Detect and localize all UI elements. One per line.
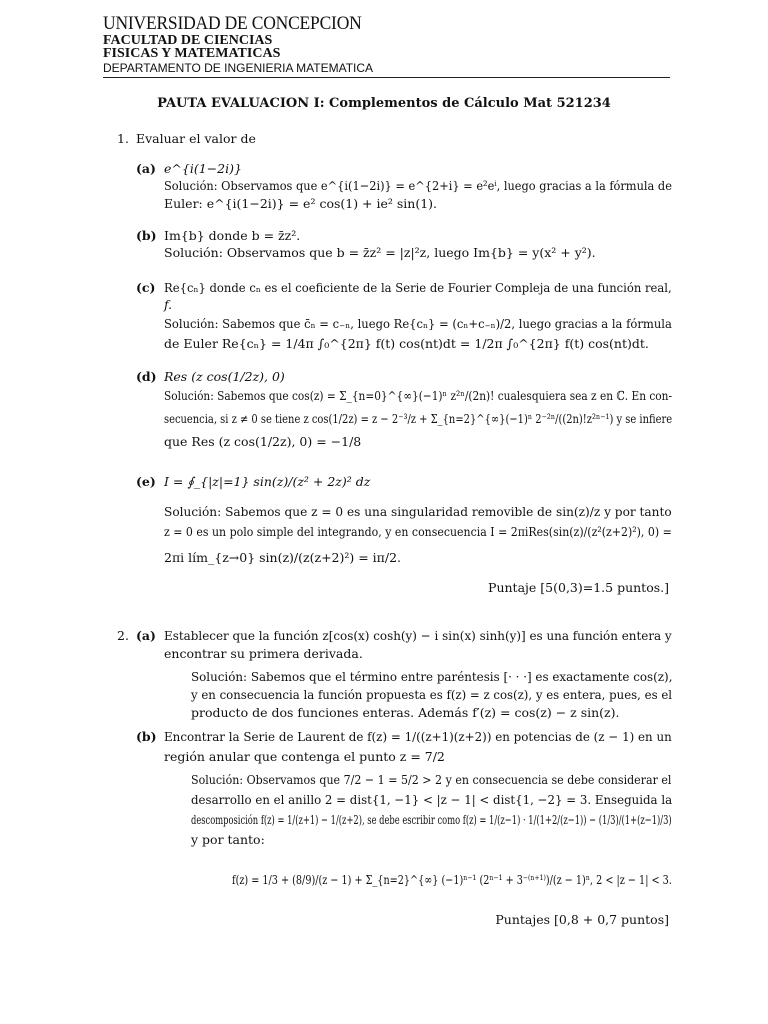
faculty-line-2: FISICAS Y MATEMATICAS [103, 46, 281, 61]
q2-number: 2. [117, 628, 129, 643]
q1-score: Puntaje [5(0,3)=1.5 puntos.] [488, 580, 669, 595]
q2b-expression-line-1: Encontrar la Serie de Laurent de f(z) = 1/((z+1)(z+2)) en potencias de (z − 1) en un [164, 729, 672, 744]
q2b-solution-line-2: desarrollo en el anillo 2 = dist{1, −1} < |z − 1| < dist{1, −2} = 3. Enseguida la [191, 792, 673, 807]
q1d-expression: Res (z cos(1/2z), 0) [164, 369, 285, 384]
q2-score: Puntajes [0,8 + 0,7 puntos] [495, 912, 669, 927]
q1d-solution-line-3: que Res (z cos(1/2z), 0) = −1/8 [164, 434, 362, 449]
q1b-label: (b) [136, 228, 157, 243]
q1d-solution-line-2: secuencia, si z ≠ 0 se tiene z cos(1/2z) = z − 2⁻³/z + Σ_{n=2}^{∞}(−1)ⁿ 2⁻²ⁿ/((2n)!z²ⁿ⁻¹) y se infiere [164, 411, 673, 426]
q1d-solution-line-1: Solución: Sabemos que cos(z) = Σ_{n=0}^{∞}(−1)ⁿ z²ⁿ/(2n)! cualesquiera sea z en ℂ. En con- [164, 388, 673, 403]
q2a-solution-line-3: producto de dos funciones enteras. Además f′(z) = cos(z) − z sin(z). [191, 705, 620, 720]
q1e-solution-line-2: z = 0 es un polo simple del integrando, y en consecuencia I = 2πiRes(sin(z)/(z²(z+2)²), 0) = [164, 524, 672, 539]
q1-number: 1. [117, 131, 129, 146]
q1b-solution: Solución: Observamos que b = z̄z² = |z|²z, luego Im{b} = y(x² + y²). [164, 245, 596, 260]
q1a-expression: e^{i(1−2i)} [164, 161, 242, 176]
q1a-label: (a) [136, 161, 156, 176]
q2a-expression-line-1: Establecer que la función z[cos(x) cosh(y) − i sin(x) sinh(y)] es una función entera y [164, 628, 672, 643]
header-rule [103, 77, 670, 78]
q1-prompt: Evaluar el valor de [136, 131, 256, 146]
letterhead [103, 14, 668, 78]
q2b-solution-line-4: y por tanto: [191, 832, 265, 847]
q1a-solution-line-2: Euler: e^{i(1−2i)} = e² cos(1) + ie² sin(1). [164, 196, 438, 211]
q1c-expression-line-2: f. [164, 297, 173, 312]
q1e-solution-line-1: Solución: Sabemos que z = 0 es una singularidad removible de sin(z)/z y por tanto [164, 504, 672, 519]
q1b-expression: Im{b} donde b = z̄z². [164, 228, 301, 243]
q1c-expression-line-1: Re{cₙ} donde cₙ es el coeficiente de la Serie de Fourier Compleja de una función real, [164, 280, 672, 295]
q1c-solution-line-1: Solución: Sabemos que c̄ₙ = c₋ₙ, luego Re{cₙ} = (cₙ+c₋ₙ)/2, luego gracias a la fórmula [164, 316, 672, 331]
department-name: DEPARTAMENTO DE INGENIERIA MATEMATICA [103, 61, 374, 75]
q1e-expression: I = ∮_{|z|=1} sin(z)/(z² + 2z)² dz [164, 474, 371, 489]
q2a-label: (a) [136, 628, 156, 643]
q1c-label: (c) [136, 280, 156, 295]
q2b-laurent-series: f(z) = 1/3 + (8/9)/(z − 1) + Σ_{n=2}^{∞} (−1)ⁿ⁻¹ (2ⁿ⁻¹ + 3⁻⁽ⁿ⁺¹⁾)/(z − 1)ⁿ, 2 < |z − 1| < 3. [232, 872, 672, 887]
q2b-solution-line-1: Solución: Observamos que 7/2 − 1 = 5/2 > 2 y en consecuencia se debe considerar el [191, 772, 672, 787]
q1d-label: (d) [136, 369, 157, 384]
document-title: PAUTA EVALUACION I: Complementos de Cálculo Mat 521234 [157, 96, 611, 111]
q2b-solution-line-3: descomposición f(z) = 1/(z+1) − 1/(z+2), se debe escribir como f(z) = 1/(z−1) · 1/(1+2/(z−1)) − (1/3)/(1+(z−1)/3) [191, 812, 672, 827]
university-name: UNIVERSIDAD DE CONCEPCION [103, 13, 362, 34]
q1a-solution-line-1: Solución: Observamos que e^{i(1−2i)} = e^{2+i} = e²eⁱ, luego gracias a la fórmula de [164, 178, 672, 193]
q2a-solution-line-1: Solución: Sabemos que el término entre paréntesis [· · ·] es exactamente cos(z), [191, 669, 673, 684]
q2a-expression-line-2: encontrar su primera derivada. [164, 646, 363, 661]
q1e-solution-line-3: 2πi lím_{z→0} sin(z)/(z(z+2)²) = iπ/2. [164, 550, 402, 565]
q2b-expression-line-2: región anular que contenga el punto z = 7/2 [164, 749, 445, 764]
q2a-solution-line-2: y en consecuencia la función propuesta es f(z) = z cos(z), y es entera, pues, es el [191, 687, 673, 702]
q1e-label: (e) [136, 474, 156, 489]
q2b-label: (b) [136, 729, 157, 744]
faculty-line-1: FACULTAD DE CIENCIAS [103, 33, 273, 48]
q1c-solution-line-2: de Euler Re{cₙ} = 1/4π ∫₀^{2π} f(t) cos(nt)dt = 1/2π ∫₀^{2π} f(t) cos(nt)dt. [164, 336, 649, 351]
